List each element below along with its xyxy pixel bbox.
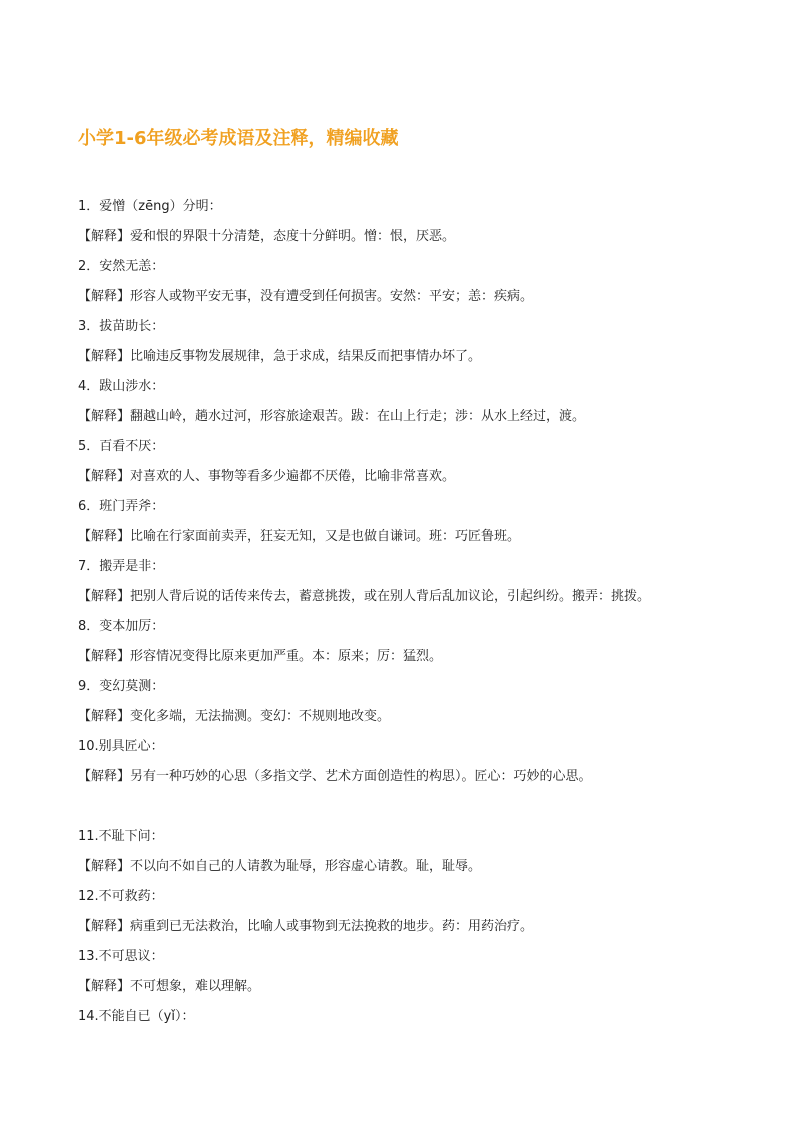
idiom-term: 9．变幻莫测： xyxy=(78,679,165,694)
idiom-definition: 【解释】比喻在行家面前卖弄，狂妄无知，又是也做自谦词。班：巧匠鲁班。 xyxy=(78,529,521,544)
idiom-term: 2．安然无恙： xyxy=(78,259,165,274)
idiom-definition: 【解释】不可想象，难以理解。 xyxy=(78,979,261,994)
idiom-definition: 【解释】不以向不如自己的人请教为耻辱，形容虚心请教。耻，耻辱。 xyxy=(78,859,482,874)
idiom-definition: 【解释】形容人或物平安无事，没有遭受到任何损害。安然：平安；恙：疾病。 xyxy=(78,289,534,304)
idiom-term: 3．拔苗助长： xyxy=(78,319,165,334)
idiom-definition: 【解释】另有一种巧妙的心思（多指文学、艺术方面创造性的构思）。匠心：巧妙的心思。 xyxy=(78,769,592,784)
idiom-term: 6．班门弄斧： xyxy=(78,499,165,514)
document-title: 小学1-6年级必考成语及注释，精编收藏 xyxy=(78,128,399,149)
idiom-definition: 【解释】形容情况变得比原来更加严重。本：原来；厉：猛烈。 xyxy=(78,649,443,664)
idiom-term: 13.不可思议： xyxy=(78,949,164,964)
idiom-definition: 【解释】变化多端，无法揣测。变幻：不规则地改变。 xyxy=(78,709,391,724)
idiom-definition: 【解释】把别人背后说的话传来传去，蓄意挑拨，或在别人背后乱加议论，引起纠纷。搬弄：挑拨。 xyxy=(78,589,651,604)
idiom-term: 10.别具匠心： xyxy=(78,739,164,754)
idiom-term: 8．变本加厉： xyxy=(78,619,165,634)
idiom-definition: 【解释】比喻违反事物发展规律，急于求成，结果反而把事情办坏了。 xyxy=(78,349,482,364)
idiom-term: 7．搬弄是非： xyxy=(78,559,165,574)
idiom-definition: 【解释】爱和恨的界限十分清楚，态度十分鲜明。憎：恨，厌恶。 xyxy=(78,229,456,244)
idiom-definition: 【解释】翻越山岭，趟水过河，形容旅途艰苦。跋：在山上行走；涉：从水上经过，渡。 xyxy=(78,409,586,424)
idiom-term: 5．百看不厌： xyxy=(78,439,165,454)
idiom-definition: 【解释】病重到已无法救治，比喻人或事物到无法挽救的地步。药：用药治疗。 xyxy=(78,919,534,934)
idiom-term: 12.不可救药： xyxy=(78,889,164,904)
idiom-definition: 【解释】对喜欢的人、事物等看多少遍都不厌倦，比喻非常喜欢。 xyxy=(78,469,456,484)
idiom-term: 11.不耻下问： xyxy=(78,829,164,844)
idiom-term: 14.不能自已（yǐ）： xyxy=(78,1009,195,1024)
idiom-list xyxy=(78,198,758,1038)
idiom-term: 4．跋山涉水： xyxy=(78,379,165,394)
idiom-term: 1．爱憎（zēng）分明： xyxy=(78,199,222,214)
